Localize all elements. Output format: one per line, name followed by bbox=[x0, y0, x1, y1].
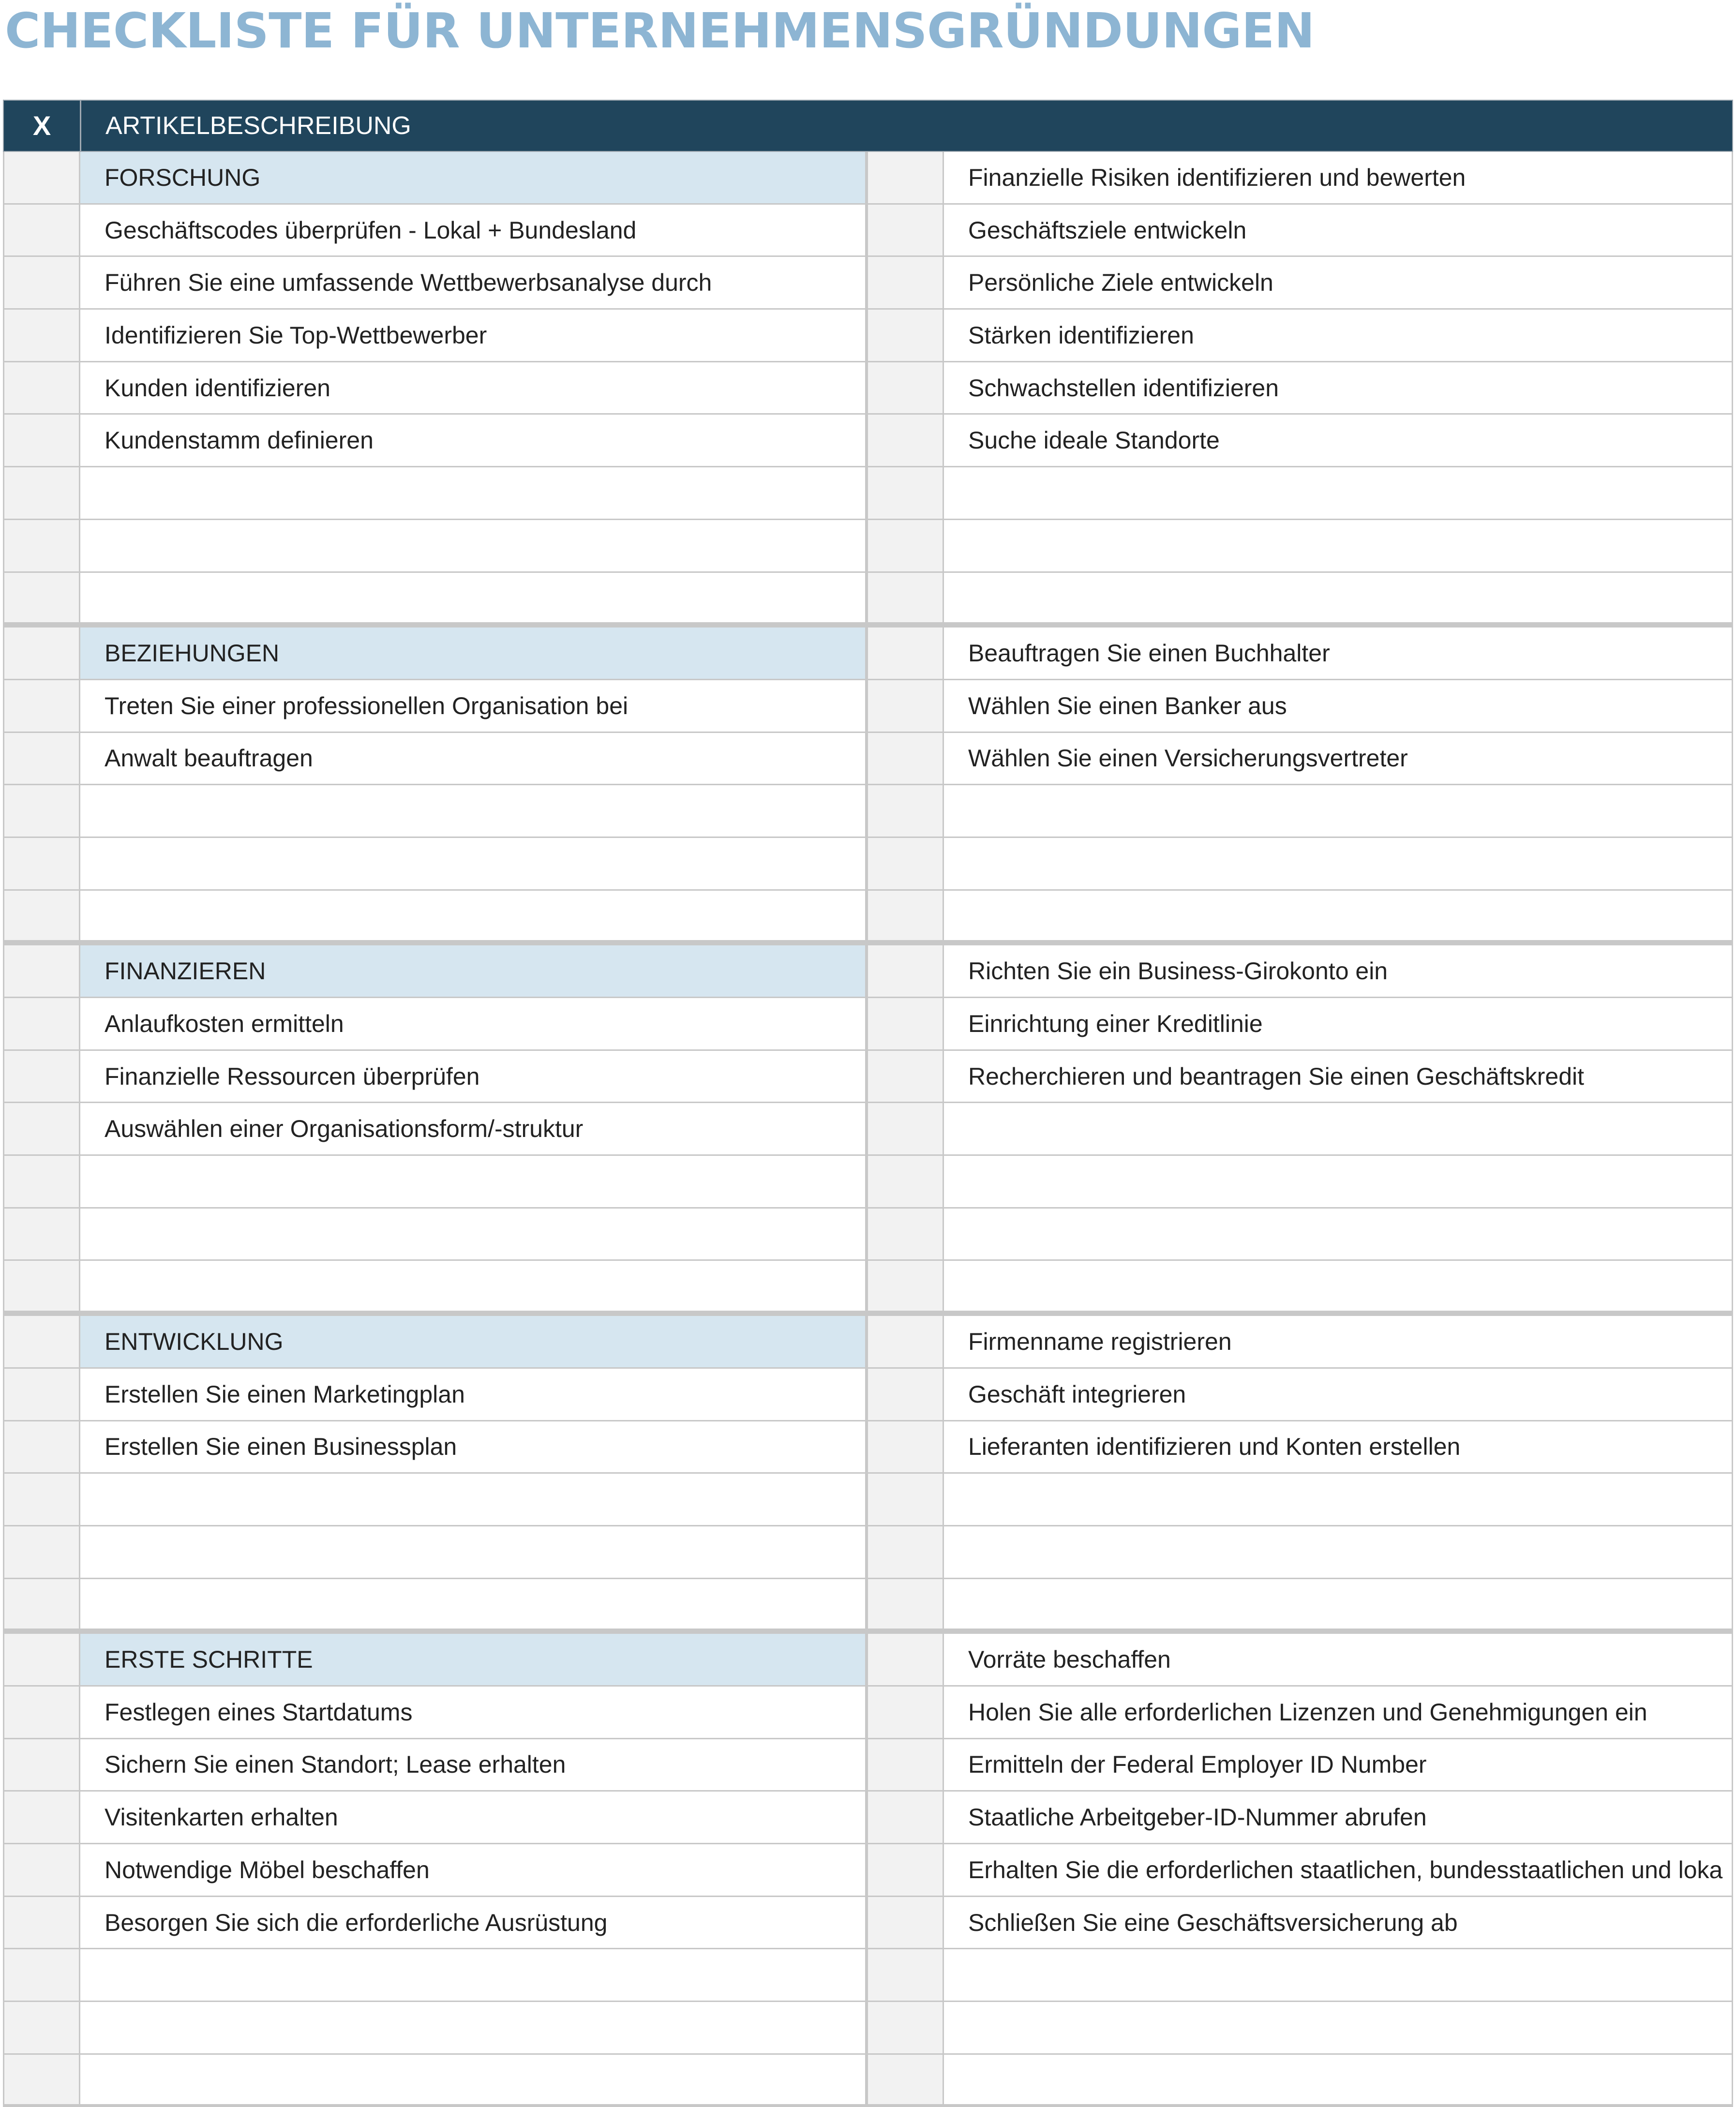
page-title: CHECKLISTE FÜR UNTERNEHMENSGRÜNDUNGEN bbox=[5, 2, 1315, 59]
checkbox-cell[interactable] bbox=[867, 785, 944, 837]
checkbox-cell[interactable] bbox=[867, 1844, 944, 1896]
checkbox-cell[interactable] bbox=[867, 2002, 944, 2053]
table-row bbox=[3, 1421, 1733, 1474]
item-text[interactable] bbox=[944, 1156, 1733, 1207]
item-text[interactable]: Kundenstamm definieren bbox=[80, 415, 867, 466]
checkbox-cell[interactable] bbox=[867, 1634, 944, 1685]
checkbox-cell[interactable] bbox=[867, 1474, 944, 1525]
table-row bbox=[3, 680, 1733, 733]
item-text[interactable]: Anwalt beauftragen bbox=[80, 733, 867, 784]
checkbox-cell[interactable] bbox=[867, 2055, 944, 2105]
checkbox-cell[interactable] bbox=[867, 1579, 944, 1629]
item-text[interactable] bbox=[80, 1209, 867, 1260]
item-text[interactable]: Stärken identifizieren bbox=[944, 310, 1733, 361]
table-row bbox=[3, 1261, 1733, 1314]
item-text[interactable]: Sichern Sie einen Standort; Lease erhalten bbox=[80, 1739, 867, 1791]
table-row bbox=[3, 362, 1733, 415]
item-text[interactable] bbox=[944, 2055, 1733, 2105]
item-text[interactable]: Erstellen Sie einen Marketingplan bbox=[80, 1369, 867, 1420]
item-text[interactable]: Kunden identifizieren bbox=[80, 362, 867, 414]
checkbox-cell[interactable] bbox=[3, 362, 80, 414]
checkbox-cell[interactable] bbox=[867, 573, 944, 623]
table-row bbox=[3, 310, 1733, 362]
item-text[interactable] bbox=[944, 573, 1733, 623]
checkbox-cell[interactable] bbox=[867, 520, 944, 571]
item-text[interactable] bbox=[80, 1526, 867, 1578]
checkbox-cell[interactable] bbox=[867, 628, 944, 679]
checkbox-cell[interactable] bbox=[867, 1897, 944, 1948]
table-row bbox=[3, 1316, 1733, 1369]
item-text[interactable]: Finanzielle Risiken identifizieren und bewerten bbox=[944, 152, 1733, 203]
checkbox-cell[interactable] bbox=[867, 205, 944, 256]
checklist-table bbox=[3, 100, 1733, 2107]
checkbox-cell[interactable] bbox=[867, 257, 944, 308]
table-row bbox=[3, 1474, 1733, 1526]
item-text[interactable] bbox=[944, 1261, 1733, 1311]
checkbox-cell[interactable] bbox=[3, 1474, 80, 1525]
item-text[interactable] bbox=[80, 1261, 867, 1311]
checkbox-cell[interactable] bbox=[3, 310, 80, 361]
checkbox-cell[interactable] bbox=[3, 467, 80, 519]
checkbox-cell[interactable] bbox=[867, 1261, 944, 1311]
item-text[interactable]: Geschäftsziele entwickeln bbox=[944, 205, 1733, 256]
checkbox-cell[interactable] bbox=[3, 838, 80, 889]
item-text[interactable] bbox=[944, 1209, 1733, 1260]
item-text[interactable]: Firmenname registrieren bbox=[944, 1316, 1733, 1367]
checkbox-cell[interactable] bbox=[867, 1316, 944, 1367]
checkbox-cell[interactable] bbox=[3, 1156, 80, 1207]
item-text[interactable]: Richten Sie ein Business-Girokonto ein bbox=[944, 945, 1733, 997]
checkbox-cell[interactable] bbox=[3, 733, 80, 784]
checkbox-cell[interactable] bbox=[3, 891, 80, 941]
item-text[interactable]: Anlaufkosten ermitteln bbox=[80, 998, 867, 1049]
checklist-section bbox=[3, 625, 1733, 943]
checkbox-cell[interactable] bbox=[3, 2055, 80, 2105]
item-text[interactable]: Recherchieren und beantragen Sie einen Geschäftskredit bbox=[944, 1051, 1733, 1102]
item-text[interactable] bbox=[80, 467, 867, 519]
table-row bbox=[3, 1526, 1733, 1579]
checkbox-cell[interactable] bbox=[3, 1634, 80, 1685]
item-text[interactable] bbox=[80, 2055, 867, 2105]
item-text[interactable]: Staatliche Arbeitgeber-ID-Nummer abrufen bbox=[944, 1792, 1733, 1843]
checkbox-cell[interactable] bbox=[3, 1897, 80, 1948]
item-text[interactable] bbox=[80, 891, 867, 941]
table-row bbox=[3, 415, 1733, 467]
item-text[interactable] bbox=[80, 1949, 867, 2001]
table-row bbox=[3, 628, 1733, 680]
item-text[interactable]: Finanzielle Ressourcen überprüfen bbox=[80, 1051, 867, 1102]
checkbox-cell[interactable] bbox=[3, 945, 80, 997]
table-row bbox=[3, 467, 1733, 520]
checklist-section bbox=[3, 1631, 1733, 2107]
table-row bbox=[3, 1634, 1733, 1687]
checkbox-cell[interactable] bbox=[867, 467, 944, 519]
checkbox-cell[interactable] bbox=[867, 1209, 944, 1260]
table-row bbox=[3, 998, 1733, 1051]
item-text[interactable]: Holen Sie alle erforderlichen Lizenzen und Genehmigungen ein bbox=[944, 1687, 1733, 1738]
checkbox-cell[interactable] bbox=[867, 1103, 944, 1154]
table-row bbox=[3, 1209, 1733, 1261]
item-text[interactable]: Schließen Sie eine Geschäftsversicherung ab bbox=[944, 1897, 1733, 1948]
item-text[interactable] bbox=[944, 1949, 1733, 2001]
checkbox-cell[interactable] bbox=[3, 205, 80, 256]
checkbox-cell[interactable] bbox=[3, 1739, 80, 1791]
checkbox-cell[interactable] bbox=[3, 1316, 80, 1367]
table-row bbox=[3, 1739, 1733, 1792]
item-text[interactable]: Wählen Sie einen Versicherungsvertreter bbox=[944, 733, 1733, 784]
item-text[interactable]: Ermitteln der Federal Employer ID Number bbox=[944, 1739, 1733, 1791]
table-row bbox=[3, 1369, 1733, 1421]
item-text[interactable] bbox=[944, 1474, 1733, 1525]
checkbox-cell[interactable] bbox=[867, 1526, 944, 1578]
item-text[interactable] bbox=[80, 1579, 867, 1629]
checkbox-cell[interactable] bbox=[3, 520, 80, 571]
item-text[interactable] bbox=[944, 1103, 1733, 1154]
item-text[interactable]: Beauftragen Sie einen Buchhalter bbox=[944, 628, 1733, 679]
item-text[interactable]: Wählen Sie einen Banker aus bbox=[944, 680, 1733, 732]
table-row bbox=[3, 1897, 1733, 1950]
item-text[interactable]: Visitenkarten erhalten bbox=[80, 1792, 867, 1843]
table-row bbox=[3, 891, 1733, 943]
table-row bbox=[3, 1051, 1733, 1104]
category-label[interactable]: FORSCHUNG bbox=[80, 152, 867, 203]
table-row bbox=[3, 1687, 1733, 1739]
table-row bbox=[3, 733, 1733, 786]
item-text[interactable] bbox=[944, 467, 1733, 519]
item-text[interactable] bbox=[944, 891, 1733, 941]
item-text[interactable]: Notwendige Möbel beschaffen bbox=[80, 1844, 867, 1896]
table-row bbox=[3, 520, 1733, 573]
checkbox-cell[interactable] bbox=[3, 1526, 80, 1578]
table-row bbox=[3, 257, 1733, 310]
category-label[interactable]: ENTWICKLUNG bbox=[80, 1316, 867, 1367]
item-text[interactable]: Erstellen Sie einen Businessplan bbox=[80, 1421, 867, 1473]
item-text[interactable]: Schwachstellen identifizieren bbox=[944, 362, 1733, 414]
item-text[interactable] bbox=[80, 1474, 867, 1525]
checkbox-cell[interactable] bbox=[867, 1369, 944, 1420]
item-text[interactable] bbox=[80, 785, 867, 837]
item-text[interactable] bbox=[80, 838, 867, 889]
item-text[interactable]: Auswählen einer Organisationsform/-struktur bbox=[80, 1103, 867, 1154]
item-text[interactable]: Geschäft integrieren bbox=[944, 1369, 1733, 1420]
item-text[interactable] bbox=[80, 520, 867, 571]
item-text[interactable] bbox=[80, 1156, 867, 1207]
checkbox-cell[interactable] bbox=[867, 1949, 944, 2001]
checkbox-cell[interactable] bbox=[3, 1949, 80, 2001]
checkbox-cell[interactable] bbox=[3, 1792, 80, 1843]
table-row bbox=[3, 2002, 1733, 2055]
checkbox-cell[interactable] bbox=[867, 680, 944, 732]
item-text[interactable]: Einrichtung einer Kreditlinie bbox=[944, 998, 1733, 1049]
item-text[interactable]: Festlegen eines Startdatums bbox=[80, 1687, 867, 1738]
table-row bbox=[3, 2055, 1733, 2107]
checkbox-cell[interactable] bbox=[3, 1579, 80, 1629]
checkbox-cell[interactable] bbox=[867, 1421, 944, 1473]
table-row bbox=[3, 205, 1733, 257]
item-text[interactable]: Besorgen Sie sich die erforderliche Ausrüstung bbox=[80, 1897, 867, 1948]
item-text[interactable] bbox=[944, 1579, 1733, 1629]
item-text[interactable] bbox=[80, 2002, 867, 2053]
checkbox-cell[interactable] bbox=[3, 785, 80, 837]
checkbox-cell[interactable] bbox=[3, 415, 80, 466]
checkbox-cell[interactable] bbox=[3, 998, 80, 1049]
checkbox-cell[interactable] bbox=[867, 415, 944, 466]
table-row bbox=[3, 152, 1733, 205]
item-text[interactable]: Lieferanten identifizieren und Konten erstellen bbox=[944, 1421, 1733, 1473]
checkbox-cell[interactable] bbox=[867, 1687, 944, 1738]
checkbox-cell[interactable] bbox=[3, 1369, 80, 1420]
checkbox-cell[interactable] bbox=[867, 1156, 944, 1207]
checkbox-cell[interactable] bbox=[867, 998, 944, 1049]
item-text[interactable] bbox=[944, 1526, 1733, 1578]
checkbox-cell[interactable] bbox=[3, 152, 80, 203]
item-text[interactable]: Führen Sie eine umfassende Wettbewerbsanalyse durch bbox=[80, 257, 867, 308]
checkbox-cell[interactable] bbox=[867, 733, 944, 784]
checkbox-cell[interactable] bbox=[3, 1687, 80, 1738]
table-row bbox=[3, 1844, 1733, 1897]
item-text[interactable] bbox=[944, 785, 1733, 837]
item-text[interactable]: Suche ideale Standorte bbox=[944, 415, 1733, 466]
checkbox-cell[interactable] bbox=[867, 1792, 944, 1843]
header-check-label: X bbox=[4, 101, 81, 151]
category-label[interactable]: ERSTE SCHRITTE bbox=[80, 1634, 867, 1685]
checkbox-cell[interactable] bbox=[3, 2002, 80, 2053]
table-row bbox=[3, 945, 1733, 998]
checkbox-cell[interactable] bbox=[3, 573, 80, 623]
checkbox-cell[interactable] bbox=[3, 628, 80, 679]
item-text[interactable]: Identifizieren Sie Top-Wettbewerber bbox=[80, 310, 867, 361]
checkbox-cell[interactable] bbox=[3, 1261, 80, 1311]
item-text[interactable] bbox=[944, 838, 1733, 889]
item-text[interactable]: Erhalten Sie die erforderlichen staatlichen, bundesstaatlichen und loka bbox=[944, 1844, 1733, 1896]
checkbox-cell[interactable] bbox=[3, 1051, 80, 1102]
checkbox-cell[interactable] bbox=[3, 1209, 80, 1260]
table-row bbox=[3, 573, 1733, 626]
checkbox-cell[interactable] bbox=[3, 1844, 80, 1896]
checkbox-cell[interactable] bbox=[867, 1051, 944, 1102]
checkbox-cell[interactable] bbox=[3, 1103, 80, 1154]
checkbox-cell[interactable] bbox=[3, 257, 80, 308]
table-row bbox=[3, 1579, 1733, 1632]
table-row bbox=[3, 1103, 1733, 1156]
checklist-section bbox=[3, 1314, 1733, 1631]
checkbox-cell[interactable] bbox=[867, 945, 944, 997]
checkbox-cell[interactable] bbox=[3, 1421, 80, 1473]
table-row bbox=[3, 1792, 1733, 1844]
checkbox-cell[interactable] bbox=[867, 891, 944, 941]
item-text[interactable]: Vorräte beschaffen bbox=[944, 1634, 1733, 1685]
table-row bbox=[3, 1949, 1733, 2002]
header-description-label: ARTIKELBESCHREIBUNG bbox=[105, 112, 411, 140]
checkbox-cell[interactable] bbox=[3, 680, 80, 732]
table-row bbox=[3, 1156, 1733, 1209]
table-row bbox=[3, 785, 1733, 838]
checkbox-cell[interactable] bbox=[867, 152, 944, 203]
checklist-section bbox=[3, 943, 1733, 1314]
item-text[interactable] bbox=[944, 2002, 1733, 2053]
item-text[interactable]: Geschäftscodes überprüfen - Lokal + Bundesland bbox=[80, 205, 867, 256]
checklist-section bbox=[3, 152, 1733, 625]
table-row bbox=[3, 838, 1733, 891]
category-label[interactable]: FINANZIEREN bbox=[80, 945, 867, 997]
item-text[interactable]: Treten Sie einer professionellen Organisation bei bbox=[80, 680, 867, 732]
item-text[interactable] bbox=[944, 520, 1733, 571]
table-header bbox=[3, 100, 1733, 152]
checkbox-cell[interactable] bbox=[867, 362, 944, 414]
checkbox-cell[interactable] bbox=[867, 838, 944, 889]
category-label[interactable]: BEZIEHUNGEN bbox=[80, 628, 867, 679]
item-text[interactable]: Persönliche Ziele entwickeln bbox=[944, 257, 1733, 308]
checkbox-cell[interactable] bbox=[867, 1739, 944, 1791]
checkbox-cell[interactable] bbox=[867, 310, 944, 361]
checklist-sections bbox=[3, 152, 1733, 2107]
item-text[interactable] bbox=[80, 573, 867, 623]
